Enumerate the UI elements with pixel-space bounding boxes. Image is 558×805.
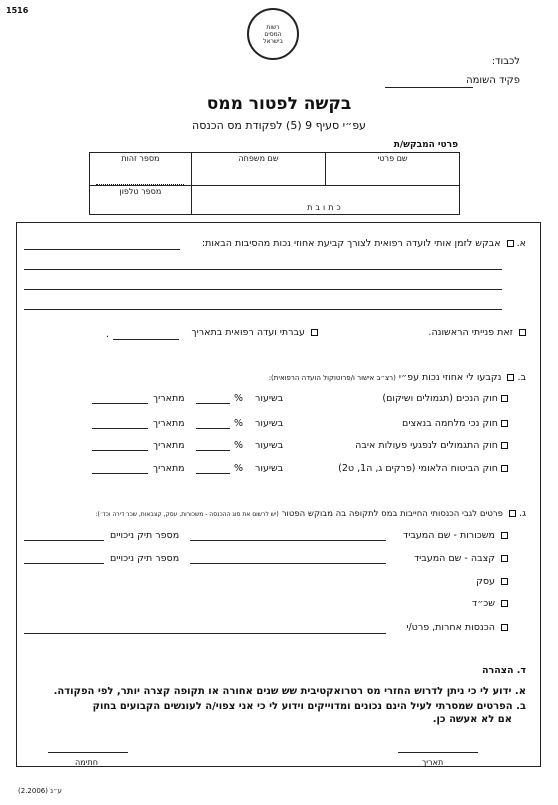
percent-sign: % — [234, 440, 244, 451]
declaration-item-2-cont: אם לא אעשה כן. — [432, 714, 512, 725]
business-row — [476, 576, 508, 587]
declaration-item-1 — [54, 686, 526, 697]
address-field[interactable] — [191, 186, 459, 215]
other-income-label: הכנסות אחרות, פרט/י — [406, 622, 495, 633]
law-row — [382, 393, 508, 404]
declaration-item-1-label: א. — [514, 686, 526, 697]
rent-checkbox[interactable] — [501, 600, 508, 607]
law-row — [402, 418, 508, 429]
assessor-line[interactable] — [385, 87, 473, 88]
id-number-label: מספר זהות — [121, 154, 160, 163]
reason-line[interactable] — [24, 249, 180, 250]
from-date-line[interactable] — [92, 473, 148, 474]
law-checkbox[interactable] — [501, 442, 508, 449]
declaration-item-2-label: ב. — [516, 701, 526, 712]
logo-line: רשות — [266, 23, 280, 31]
salaries-employer-line[interactable] — [190, 540, 386, 541]
passed-committee-row — [192, 327, 318, 338]
first-name-label: שם פרטי — [377, 154, 408, 163]
date-line[interactable] — [398, 752, 478, 753]
law-label: חוק התגמולים לנפגעי פעולות איבה — [355, 440, 498, 451]
section-b-note: (רצ״ב אישור ו/פרוטוקול הועדה הרפואית): — [268, 374, 396, 382]
section-c-checkbox[interactable] — [509, 510, 516, 517]
signature-label: חתימה — [75, 758, 98, 767]
law-row — [355, 440, 508, 451]
percent-sign: % — [234, 463, 244, 474]
date-label: תאריך — [422, 758, 444, 767]
reason-line[interactable] — [24, 269, 502, 270]
rate-line[interactable] — [196, 428, 230, 429]
last-name-field[interactable] — [191, 153, 325, 186]
section-a-checkbox[interactable] — [507, 240, 514, 247]
rate-line[interactable] — [196, 450, 230, 451]
rate-label: בשיעור — [255, 440, 284, 451]
other-income-line[interactable] — [24, 633, 386, 634]
declaration-item-1-text: ידוע לי כי ניתן לדרוש החזרי מס רטרואקטיבית שש שנים אחורה או תקופה קצרה יותר, לפי הפקודה. — [53, 686, 512, 697]
pension-checkbox[interactable] — [501, 555, 508, 562]
law-checkbox[interactable] — [501, 395, 508, 402]
form-footer: ע״נ (2.2006) — [18, 787, 62, 795]
reason-line[interactable] — [24, 309, 502, 310]
other-income-checkbox[interactable] — [501, 624, 508, 631]
rate-label: בשיעור — [255, 463, 284, 474]
pension-file-label: מספר תיק ניכויים — [110, 553, 180, 564]
applicant-heading: פרטי המבקש/ת — [393, 140, 458, 150]
rate-line[interactable] — [196, 473, 230, 474]
to-label: לכבוד: — [491, 56, 520, 67]
from-date-label: מתאריך — [153, 463, 185, 474]
section-a-label: א. — [516, 238, 526, 249]
section-d-label: ד. — [516, 665, 526, 676]
first-name-field[interactable] — [326, 153, 460, 186]
id-digit-boxes — [96, 178, 184, 185]
last-name-label: שם משפחה — [238, 154, 279, 163]
section-c-note: (יש לרשום את סוג ההכנסה - משכורות, עסק, קצבאות, שכר דירה וכד׳): — [95, 511, 279, 518]
business-label: עסק — [476, 576, 495, 587]
address-label: כתובת — [307, 203, 344, 212]
from-date-line[interactable] — [92, 403, 148, 404]
section-a-row — [202, 238, 526, 249]
tax-authority-logo — [247, 8, 299, 60]
rate-label: בשיעור — [255, 418, 284, 429]
law-checkbox[interactable] — [501, 420, 508, 427]
section-b-row — [269, 372, 526, 383]
from-date-label: מתאריך — [153, 418, 185, 429]
section-b-text: נקבעו לי אחוזי נכות עפ״י — [398, 372, 502, 383]
salaries-checkbox[interactable] — [501, 532, 508, 539]
section-c-label: ג. — [519, 508, 526, 519]
law-label: חוק הנכים (תגמולים ושיקום) — [382, 393, 498, 404]
law-label: חוק הביטוח הלאומי (פרקים ג, ה1, ט2) — [338, 463, 498, 474]
law-label: חוק נכי מלחמה בנאצים — [402, 418, 498, 429]
section-b-checkbox[interactable] — [507, 374, 514, 381]
pension-file-line[interactable] — [24, 563, 104, 564]
assessor-label: פקיד השומה — [466, 75, 520, 86]
first-time-checkbox[interactable] — [519, 329, 526, 336]
business-checkbox[interactable] — [501, 578, 508, 585]
phone-label: מספר טלפון — [119, 187, 162, 196]
salaries-file-label: מספר תיק ניכויים — [110, 530, 180, 541]
percent-sign: % — [234, 393, 244, 404]
from-date-label: מתאריך — [153, 440, 185, 451]
percent-sign: % — [234, 418, 244, 429]
section-c-text: פרטים לגבי הכנסותי החייבות במס לתקופה בה מבוקש הפטור — [281, 509, 503, 519]
passed-committee-checkbox[interactable] — [311, 329, 318, 336]
first-time-text: זאת פנייתי הראשונה. — [428, 327, 513, 338]
from-date-line[interactable] — [92, 428, 148, 429]
law-checkbox[interactable] — [501, 465, 508, 472]
pension-row — [414, 553, 508, 564]
section-a-text: אבקש לזמן אותי לועדה רפואית לצורך קביעת אחוזי נכות מהסיבות הבאות: — [201, 238, 501, 249]
committee-date-line[interactable] — [113, 339, 179, 340]
salaries-file-line[interactable] — [24, 540, 104, 541]
rate-line[interactable] — [196, 403, 230, 404]
other-income-row — [406, 622, 508, 633]
phone-field[interactable] — [90, 186, 192, 215]
salaries-row — [403, 530, 508, 541]
from-date-line[interactable] — [92, 450, 148, 451]
rent-label: שכ״ד — [471, 598, 495, 609]
section-b-label: ב. — [517, 372, 526, 383]
passed-committee-text: עברתי ועדה רפואית בתאריך — [191, 327, 305, 338]
law-row — [338, 463, 508, 474]
section-d-heading: הצהרה — [481, 665, 514, 676]
form-number: 1516 — [6, 6, 29, 15]
from-date-label: מתאריך — [153, 393, 185, 404]
form-subtitle: עפ״י סעיף 9 (5) לפקודת מס הכנסה — [192, 119, 366, 132]
declaration-item-2-text: הפרטים שמסרתי לעיל הינם נכונים ומדוייקים וידוע לי כי אני צפוי/ה לעונשים הקבועים בחוק — [92, 701, 513, 712]
rent-row — [472, 598, 508, 609]
declaration-item-2 — [93, 701, 526, 712]
reason-line[interactable] — [24, 289, 502, 290]
form-title: בקשה לפטור ממס — [206, 94, 352, 114]
rate-label: בשיעור — [255, 393, 284, 404]
pension-label: קצבה - שם המעביד — [413, 553, 495, 564]
logo-line: בישראל — [263, 37, 283, 45]
signature-line[interactable] — [48, 752, 128, 753]
period: . — [106, 329, 110, 340]
salaries-label: משכורות - שם המעביד — [403, 530, 495, 541]
section-d-heading-row — [482, 665, 526, 676]
logo-line: המסים — [264, 30, 282, 38]
section-c-row — [96, 508, 527, 519]
pension-employer-line[interactable] — [190, 563, 386, 564]
first-time-row — [428, 327, 526, 338]
